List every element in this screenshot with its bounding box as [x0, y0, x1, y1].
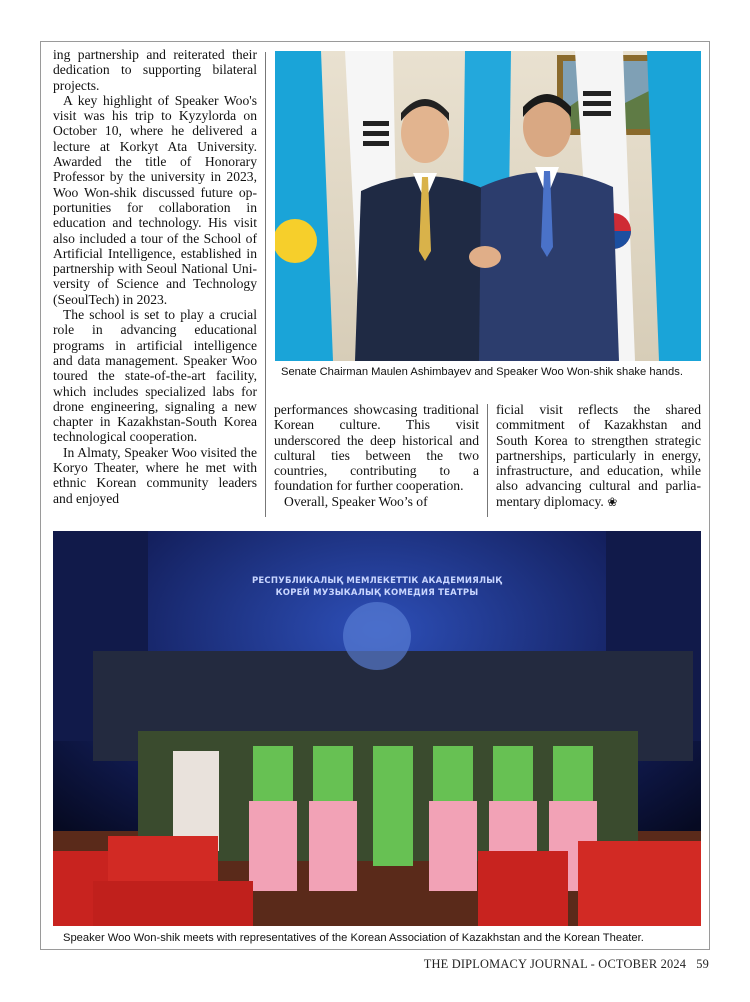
column-divider [487, 404, 488, 517]
photo-caption-handshake: Senate Chairman Maulen Ashimbayev and Speaker Woo Won-shik shake hands. [281, 366, 683, 378]
page-number: 59 [696, 957, 709, 971]
theater-banner-line-1: РЕСПУБЛИКАЛЫҚ МЕМЛЕКЕТТІК АКАДЕМИЯЛЫҚ [252, 576, 502, 586]
photo-caption-theater: Speaker Woo Won-shik meets with representatives of the Korean Association of Kazakhstan and the Korean Theater. [63, 932, 644, 944]
paragraph-text: ficial visit reflects the shared commitment of Kazakhstan and South Korea to strengthen strategic partnerships, particularly in energy, infrastructure, and education, while also advancing cultural and parliamentary diplomacy. [496, 402, 701, 509]
article-column-1 [53, 47, 257, 506]
paragraph: Overall, Speaker Woo’s of [284, 493, 428, 509]
end-mark-icon: ❀ [607, 494, 618, 509]
article-column-3 [496, 402, 701, 510]
paragraph: The school is set to play a crucial role in advancing educational programs in artificial intelligence and data management. Speaker Woo toured the state-of-the-art facility, which includes specialized labs for drone engineering, signaling a new chapter in Kazakhstan-South Korea technological cooperation. [53, 307, 257, 445]
paragraph [496, 402, 701, 510]
handshake-illustration [275, 51, 701, 361]
page-footer [424, 957, 709, 972]
paragraph: ing partnership and reiterated their dedication to supporting bilateral projects. [53, 47, 257, 93]
column-divider [265, 52, 266, 517]
journal-name: THE DIPLOMACY JOURNAL - OCTOBER 2024 [423, 957, 687, 971]
paragraph: In Almaty, Speaker Woo visited the Koryo Theater, where he met with ethnic Korean community leaders and enjoyed [53, 444, 257, 506]
paragraph: performances showcasing traditional Korean culture. This visit underscored the deep historical and cultural ties between the two countries, contributing to a foundation for further cooperation. [274, 402, 479, 494]
article-column-2 [274, 402, 479, 509]
theater-banner-line-2: КОРЕЙ МУЗЫКАЛЫҚ КОМЕДИЯ ТЕАТРЫ [275, 588, 479, 598]
paragraph: A key highlight of Speaker Woo's visit was his trip to Kyzylorda on October 10, where he delivered a lecture at Korkyt Ata University. Awarded the title of Honorary Professor by the university in 2023, Woo Won-shik discussed future opportunities for collaboration in education and technology. His visit also included a tour of the School of Artificial Intelligence, established in partnership with Seoul National University of Science and Technology (SeoulTech) in 2023. [53, 92, 257, 307]
handshake-photo [275, 51, 701, 361]
theater-banner [243, 575, 511, 599]
theater-group-photo [53, 531, 701, 926]
